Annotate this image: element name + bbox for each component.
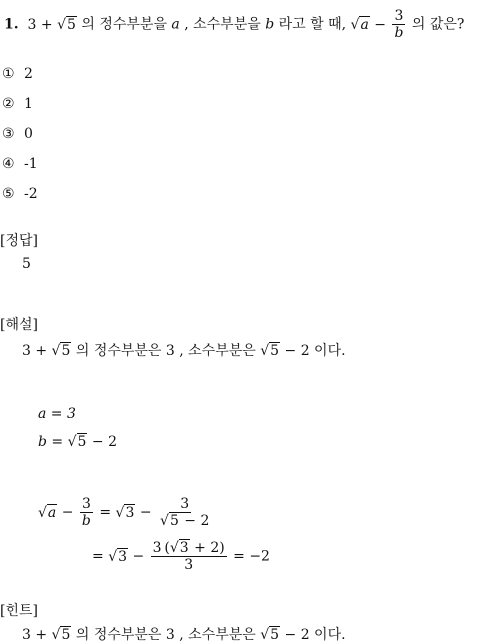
equation-a: a = 3 [38,406,76,422]
choice-value: -2 [24,186,38,202]
choice-marker: ③ [2,126,15,142]
choice-value: 1 [24,96,33,112]
question-text-3: 라고 할 때, [278,16,347,33]
final-result: = −2 [233,548,270,565]
choice-marker: ① [2,66,15,82]
choice-value: 2 [24,66,33,82]
question-line: 1. 3 + √5 의 정수부분을 a , 소수부분을 b 라고 할 때, √a − $\frac{3}{b}$ 의 값은? [4,8,465,42]
solution-line-1: 3 + √5 의 정수부분은 3 , 소수부분은 √5 − 2 이다. [22,343,346,359]
question-text-1: 의 정수부분을 [81,16,172,33]
answer-value: 5 [22,256,31,272]
solution-label: [해설] [0,317,38,333]
answer-label: [정답] [0,233,38,249]
choice-1[interactable] [2,66,33,82]
choice-value: -1 [24,156,38,172]
choice-3[interactable] [2,126,33,142]
choice-marker: ④ [2,156,15,172]
question-text-4: 의 값은? [411,16,465,33]
question-text-2: , 소수부분을 [184,16,261,33]
equation-b: b = √5 − 2 [38,434,117,450]
hint-line: 3 + √5 의 정수부분은 3 , 소수부분은 √5 − 2 이다. [22,627,346,643]
hint-label: [힌트] [0,603,38,619]
choice-marker: ② [2,96,15,112]
derivation-line-2: = √3 − $\frac{3 (√3 + 2)}{3}$ = −2 [92,540,270,574]
choice-5[interactable] [2,186,38,202]
derivation-line-1: √a − $\frac{3}{b}$ = √3 − $\frac{3}{√5 - 2}$ [38,496,210,530]
choice-4[interactable] [2,156,38,172]
var-b: b [265,16,275,33]
choice-marker: ⑤ [2,186,15,202]
question-number: 1. [4,16,19,33]
choice-value: 0 [24,126,33,142]
var-a: a [171,16,180,33]
choice-2[interactable] [2,96,33,112]
